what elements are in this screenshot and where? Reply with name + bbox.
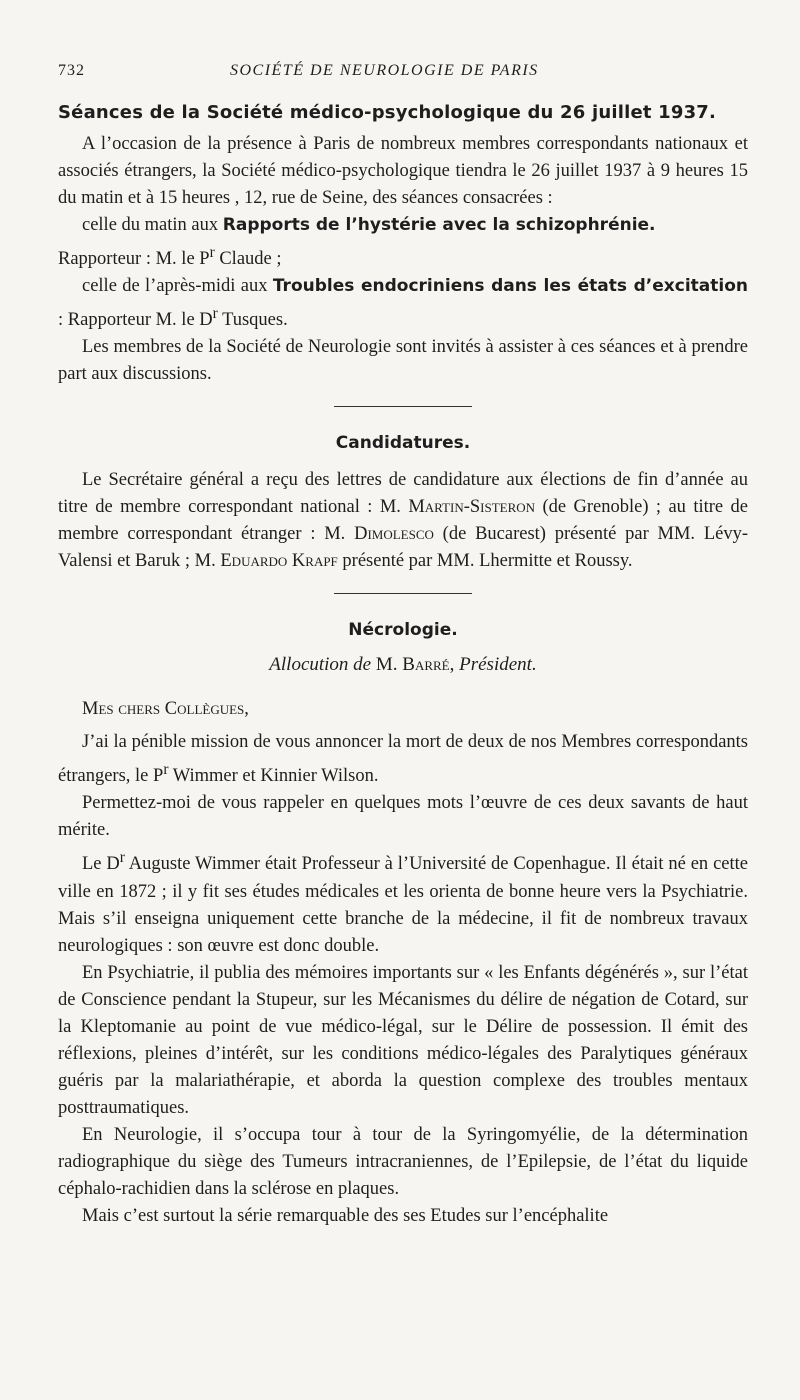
necrologie-paragraph-6: Mais c’est surtout la série remarquable des ses Etudes sur l’encéphalite	[82, 1205, 609, 1226]
candidatures-paragraph	[58, 467, 748, 575]
seances-heading: Séances de la Société médico-psychologique du 26 juillet 1937.	[58, 102, 717, 123]
candidatures-t2: (de Grenoble) ; au titre de membre correspondant étranger : M.	[58, 497, 748, 545]
seances-rapporteur-sup: r	[209, 244, 215, 261]
necrologie-p1-sup: r	[163, 761, 169, 779]
seances-paragraph-4: Les membres de la Société de Neurologie sont invités à assister à ces séances et à prendre part aux discussions.	[58, 337, 748, 385]
necrologie-p1b: Wimmer et Kinnier Wilson.	[168, 766, 379, 787]
necrologie-p1a: J’ai la pénible mission de vous annoncer la mort de deux de nos Membres correspondants étrangers, le P	[58, 732, 748, 787]
allocution-label: Allocution de	[269, 654, 372, 676]
necrologie-p3-sup: r	[119, 849, 125, 867]
seances-paragraph-3	[58, 273, 748, 334]
candidatures-t3: (de Bucarest) présenté par MM. Lévy-Valensi et Baruk ; M.	[58, 524, 748, 572]
seances-p3-mid: : Rapporteur M. le D	[58, 310, 213, 331]
allocution-name: Barré	[402, 654, 450, 676]
seances-paragraph-1: A l’occasion de la présence à Paris de nombreux membres correspondants nationaux et associés étrangers, la Société médico-psychologique tiendra le 26 juillet 1937 à 9 heures 15 du matin et à 15 heures , 12, rue de Seine, des séances consacrées :	[58, 134, 748, 208]
allocution-title: Président.	[459, 654, 537, 676]
seances-p3-sup: r	[212, 305, 218, 323]
allocution-m: M.	[371, 654, 403, 676]
running-head	[58, 56, 748, 86]
seances-p3-text: celle de l’après-midi aux	[82, 276, 273, 297]
candidate-name-2: Dimolesco	[354, 524, 434, 545]
seances-p3-end: Tusques.	[217, 310, 288, 331]
candidate-name-1: Martin-Sisteron	[408, 497, 536, 518]
seances-p2-bold: Rapports de l’hystérie avec la schizophrénie.	[222, 215, 656, 235]
candidate-name-3: Eduardo Krapf	[220, 551, 338, 572]
necrologie-paragraph-1	[58, 729, 748, 790]
seances-paragraph-2	[58, 212, 748, 239]
seances-rapporteur-end: Claude ;	[214, 249, 282, 270]
section-divider	[334, 593, 472, 594]
allocution-line	[58, 654, 748, 676]
page-number: 732	[58, 62, 85, 79]
seances-p2-text: celle du matin aux	[82, 215, 223, 235]
seances-rapporteur-text: Rapporteur : M. le P	[58, 249, 210, 270]
candidatures-t1: Le Secrétaire général a reçu des lettres de candidature aux élections de fin d’année au titre de membre correspondant national : M.	[58, 470, 748, 518]
seances-rapporteur	[58, 239, 748, 273]
journal-title: SOCIÉTÉ DE NEUROLOGIE DE PARIS	[230, 62, 539, 79]
candidatures-t4: présenté par MM. Lhermitte et Roussy.	[337, 551, 633, 572]
necrologie-paragraph-5: En Neurologie, il s’occupa tour à tour de la Syringomyélie, de la détermination radiographique du siège des Tumeurs intracraniennes, de l’Epilepsie, de l’état du liquide céphalo-rachidien dans la sclérose en plaques.	[58, 1124, 748, 1199]
seances-p3-bold: Troubles endocriniens dans les états d’excitation	[272, 276, 749, 297]
necrologie-paragraph-3	[58, 844, 748, 959]
necrologie-paragraph-2: Permettez-moi de vous rappeler en quelques mots l’œuvre de ces deux savants de haut mérite.	[58, 793, 748, 841]
allocution-sep: ,	[449, 654, 460, 676]
candidatures-heading: Candidatures.	[335, 433, 471, 454]
necrologie-heading: Nécrologie.	[348, 620, 458, 641]
necrologie-p3b: Auguste Wimmer était Professeur à l’Université de Copenhague. Il était né en cette ville en 1872 ; il y fit ses études médicales et les orienta de bonne heure vers la Psychiatrie. Mais s’il enseigna uniquement cette branche de la médecine, il fit de nombreux travaux neurologiques : son œuvre est donc double.	[58, 854, 748, 956]
necrologie-paragraph-4: En Psychiatrie, il publia des mémoires importants sur « les Enfants dégénérés », sur l’état de Conscience pendant la Stupeur, sur les Mécanismes du délire de négation de Cotard, sur la Kleptomanie au point de vue médico-légal, sur le Délire de possession. Il émit des réflexions, pleines d’intérêt, sur les conditions médico-légales des Paralytiques généraux guéris par la malariathérapie, et aborda la question complexe des troubles mentaux posttraumatiques.	[58, 962, 748, 1118]
salutation: Mes chers Collègues,	[82, 699, 249, 720]
necrologie-p3a: Le D	[82, 854, 120, 875]
document-page	[58, 56, 748, 1230]
section-divider	[334, 406, 472, 407]
